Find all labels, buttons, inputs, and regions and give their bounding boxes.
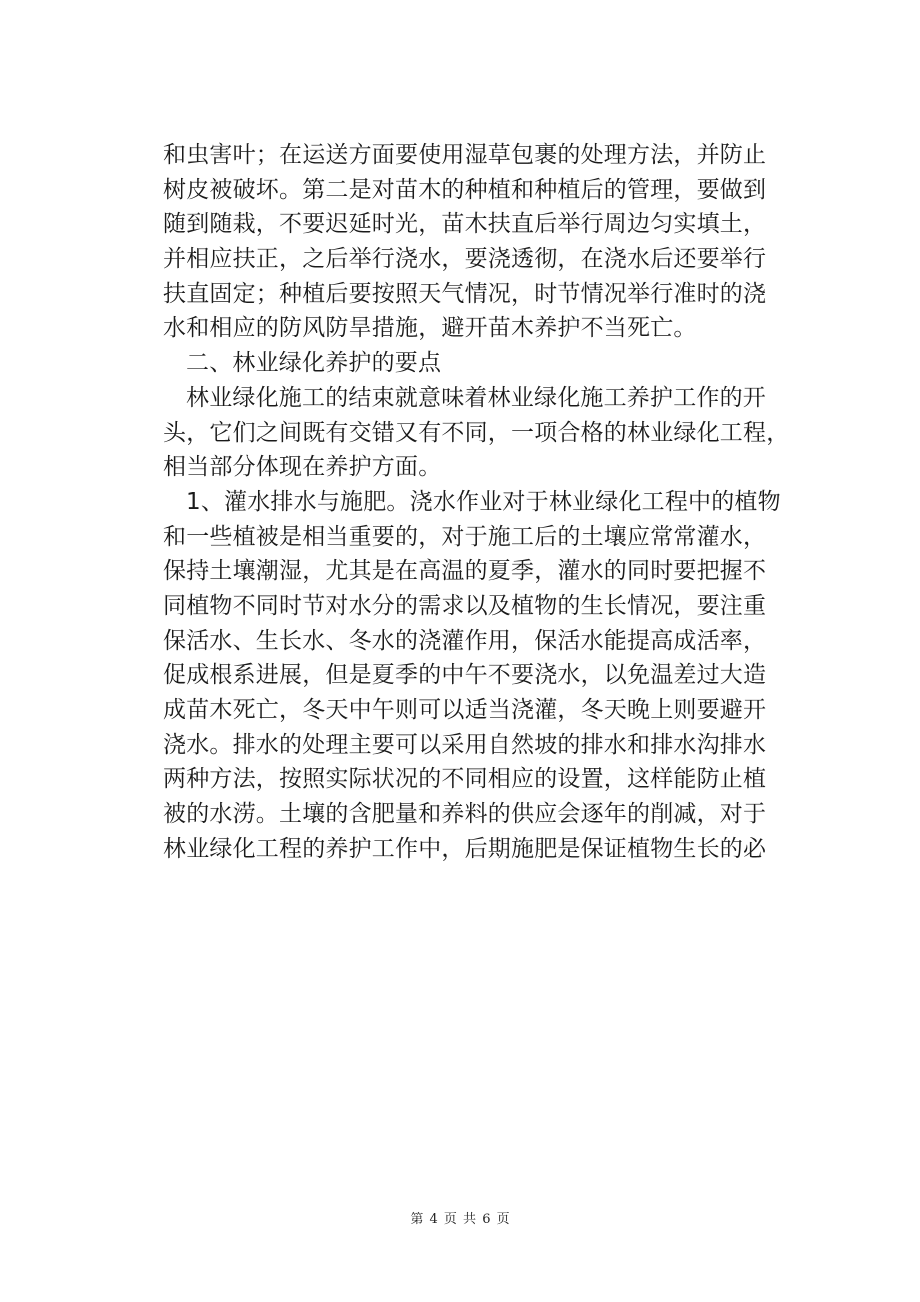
text-line: 浇水。排水的处理主要可以采用自然坡的排水和排水沟排水	[163, 731, 767, 758]
text-line: 两种方法，按照实际状况的不同相应的设置，这样能防止植	[163, 766, 767, 793]
text-line: 随到随栽，不要迟延时光，苗木扶直后举行周边匀实填土，	[163, 211, 767, 238]
text-line: 同植物不同时节对水分的需求以及植物的生长情况，要注重	[163, 592, 767, 619]
section-heading: 二、林业绿化养护的要点	[186, 350, 442, 377]
text-line: 保持土壤潮湿，尤其是在高温的夏季，灌水的同时要把握不	[163, 558, 767, 585]
text-line: 树皮被破坏。第二是对苗木的种植和种植后的管理，要做到	[163, 176, 767, 203]
text-line: 被的水涝。土壤的含肥量和养料的供应会逐年的削减，对于	[163, 801, 767, 828]
text-line: 保活水、生长水、冬水的浇灌作用，保活水能提高成活率，	[163, 627, 767, 654]
text-line: 和虫害叶；在运送方面要使用湿草包裹的处理方法，并防止	[163, 142, 767, 168]
text-line: 头，它们之间既有交错又有不同，一项合格的林业绿化工程，	[163, 419, 790, 446]
text-line: 1、灌水排水与施肥。浇水作业对于林业绿化工程中的植物	[186, 488, 781, 515]
text-line: 扶直固定；种植后要按照天气情况，时节情况举行准时的浇	[163, 280, 767, 307]
page-number: 第 4 页 共 6 页	[410, 1212, 510, 1227]
text-line: 和一些植被是相当重要的，对于施工后的土壤应常常灌水，	[163, 523, 767, 550]
text-line: 林业绿化工程的养护工作中，后期施肥是保证植物生长的必	[163, 835, 767, 862]
text-line: 水和相应的防风防旱措施，避开苗木养护不当死亡。	[163, 315, 697, 342]
text-line: 并相应扶正，之后举行浇水，要浇透彻，在浇水后还要举行	[163, 246, 767, 273]
text-line: 林业绿化施工的结束就意味着林业绿化施工养护工作的开	[186, 384, 766, 411]
text-line: 相当部分体现在养护方面。	[163, 454, 442, 481]
document-body	[163, 138, 790, 866]
text-line: 促成根系进展，但是夏季的中午不要浇水，以免温差过大造	[163, 662, 767, 689]
text-line: 成苗木死亡，冬天中午则可以适当浇灌，冬天晚上则要避开	[163, 697, 767, 723]
page-footer	[0, 1208, 920, 1227]
